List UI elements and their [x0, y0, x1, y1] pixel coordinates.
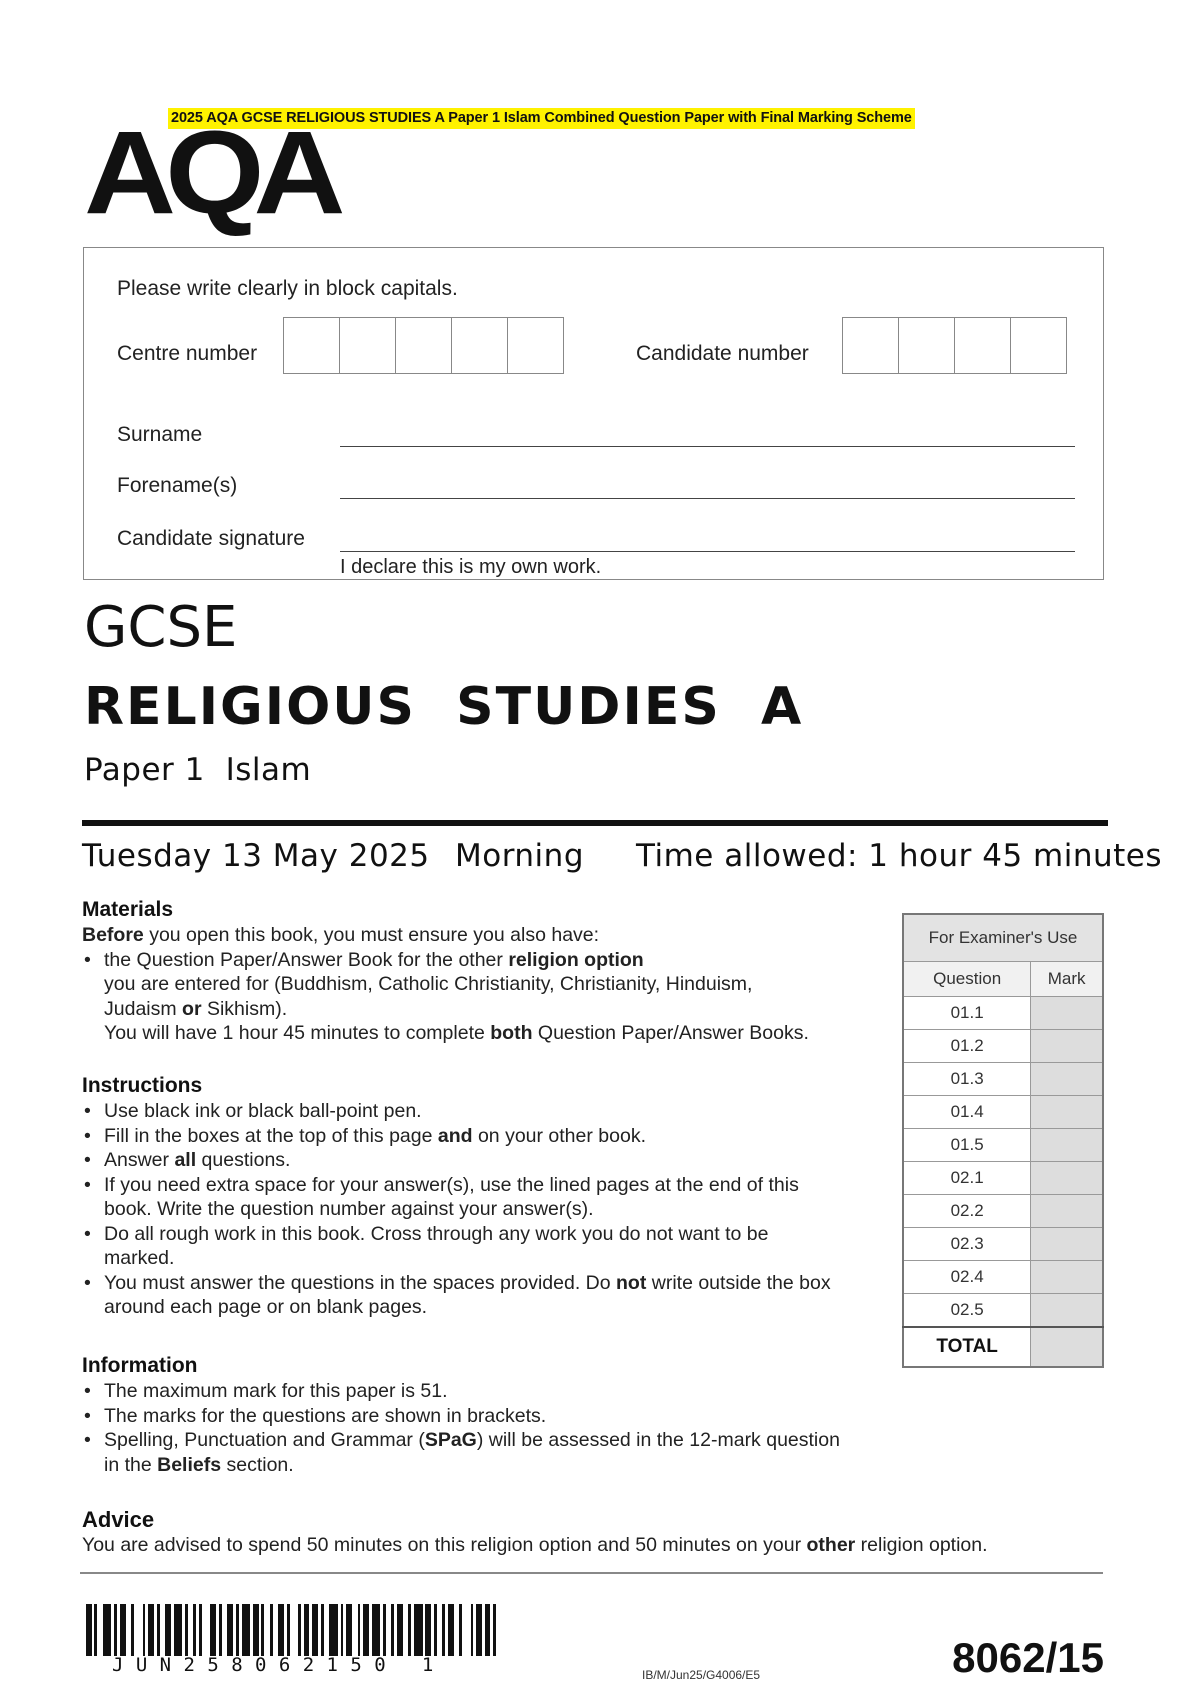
qualification-title: GCSE	[84, 595, 238, 660]
instructions-heading: Instructions	[82, 1074, 203, 1097]
text-run: ) will be assessed in the 12-mark question in the	[104, 1429, 840, 1476]
barcode-bar	[372, 1604, 380, 1656]
question-number: 01.1	[903, 997, 1031, 1030]
text-run: Spelling, Punctuation and Grammar (	[104, 1429, 425, 1451]
text-run: You are advised to spend 50 minutes on this religion option and 50 minutes on your	[82, 1534, 807, 1556]
declaration-text: I declare this is my own work.	[340, 556, 602, 578]
text-run: Fill in the boxes at the top of this page	[104, 1124, 438, 1147]
materials-intro	[82, 923, 892, 948]
barcode-bar	[414, 1604, 422, 1656]
examiners-use-table	[902, 913, 1104, 1368]
text-run: you open this book, you must ensure you also have:	[143, 924, 600, 946]
text-run: section.	[221, 1453, 294, 1476]
subject-title: RELIGIOUS STUDIES A	[84, 677, 804, 737]
information-heading: Information	[82, 1354, 198, 1377]
bold-word: SPaG	[424, 1429, 477, 1451]
table-row	[903, 1294, 1103, 1328]
bold-word: Before	[82, 924, 144, 946]
forenames-label: Forename(s)	[117, 474, 238, 497]
mark-column-header: Mark	[1031, 962, 1103, 997]
mark-cell	[1031, 1030, 1103, 1063]
question-number: 01.4	[903, 1096, 1031, 1129]
surname-field[interactable]	[340, 446, 1075, 447]
bold-word: or	[182, 997, 202, 1020]
text-run: Judaism	[104, 997, 183, 1020]
mark-cell	[1031, 1261, 1103, 1294]
list-item: • Use black ink or black ball-point pen.	[82, 1099, 842, 1124]
information-list	[82, 1379, 842, 1477]
list-item	[82, 1124, 842, 1149]
total-label: TOTAL	[903, 1327, 1031, 1367]
signature-field[interactable]	[340, 551, 1075, 552]
question-number: 02.3	[903, 1228, 1031, 1261]
text-run: on your other book.	[472, 1124, 646, 1147]
list-item: • The marks for the questions are shown in brackets.	[82, 1404, 842, 1429]
mark-cell	[1031, 1294, 1103, 1328]
digit-box[interactable]	[842, 317, 899, 374]
advice-text	[82, 1533, 1112, 1558]
bold-word: not	[616, 1271, 647, 1294]
question-number: 01.2	[903, 1030, 1031, 1063]
digit-box[interactable]	[507, 317, 564, 374]
text-run: Question Paper/Answer Books.	[532, 1022, 809, 1044]
barcode-text: JUN258062150 1	[112, 1654, 446, 1676]
table-row	[903, 1228, 1103, 1261]
bold-word: both	[490, 1022, 533, 1044]
mark-cell	[1031, 1096, 1103, 1129]
mark-cell	[1031, 1195, 1103, 1228]
mark-cell	[1031, 1129, 1103, 1162]
footer-divider	[80, 1572, 1103, 1574]
barcode-bar	[174, 1604, 182, 1656]
question-number: 02.2	[903, 1195, 1031, 1228]
bold-word: all	[174, 1149, 197, 1171]
materials-list	[82, 948, 892, 1022]
text-run: You must answer the questions in the spaces provided. Do	[104, 1271, 616, 1294]
table-row	[903, 997, 1103, 1030]
total-mark-cell	[1031, 1327, 1103, 1367]
text-run: religion option.	[855, 1534, 988, 1556]
table-row	[903, 1129, 1103, 1162]
bold-word: other	[806, 1534, 856, 1556]
list-item	[82, 1271, 842, 1320]
question-number: 01.5	[903, 1129, 1031, 1162]
barcode-bar	[329, 1604, 337, 1656]
centre-number-label: Centre number	[117, 342, 258, 365]
list-item: • The maximum mark for this paper is 51.	[82, 1379, 842, 1404]
list-item	[82, 1148, 842, 1173]
paper-code: 8062/15	[952, 1634, 1104, 1681]
forenames-field[interactable]	[340, 498, 1075, 499]
text-run: write outside the box around each page or on blank pages.	[104, 1271, 831, 1318]
list-item	[82, 1428, 842, 1477]
instructions-list	[82, 1099, 842, 1320]
digit-box[interactable]	[395, 317, 452, 374]
barcode-bar	[242, 1604, 250, 1656]
table-row	[903, 1063, 1103, 1096]
exam-date: Tuesday 13 May 2025	[82, 838, 430, 874]
barcode-bar	[496, 1604, 502, 1656]
candidate-number-label: Candidate number	[636, 342, 809, 365]
list-item: • If you need extra space for your answer(s), use the lined pages at the end of this book. Write the question number against your answer(s).	[82, 1173, 842, 1222]
signature-label: Candidate signature	[117, 527, 305, 550]
examiners-use-title: For Examiner's Use	[903, 914, 1103, 962]
reference-code: IB/M/Jun25/G4006/E5	[642, 1668, 761, 1682]
advice-heading: Advice	[82, 1507, 155, 1532]
digit-box[interactable]	[451, 317, 508, 374]
mark-cell	[1031, 1063, 1103, 1096]
question-number: 01.3	[903, 1063, 1031, 1096]
bold-word: and	[437, 1124, 473, 1147]
text-run: You will have 1 hour 45 minutes to complete	[104, 1022, 491, 1044]
table-row	[903, 1030, 1103, 1063]
exam-session: Morning	[455, 838, 584, 874]
instructions-section	[82, 1073, 842, 1320]
digit-box[interactable]	[283, 317, 340, 374]
digit-box[interactable]	[1010, 317, 1067, 374]
table-row	[903, 1261, 1103, 1294]
question-column-header: Question	[903, 962, 1031, 997]
text-run: Sikhism).	[201, 997, 288, 1020]
text-run: the Question Paper/Answer Book for the other	[104, 948, 509, 971]
barcode-bar	[462, 1604, 470, 1656]
block-capitals-instruction: Please write clearly in block capitals.	[117, 277, 458, 300]
bold-word: Beliefs	[157, 1453, 222, 1476]
barcode-bar	[290, 1604, 298, 1656]
list-item	[82, 948, 892, 1022]
materials-heading: Materials	[82, 898, 174, 921]
bold-word: religion option	[508, 948, 644, 971]
table-row	[903, 1096, 1103, 1129]
list-item: • Do all rough work in this book. Cross through any work you do not want to be marked.	[82, 1222, 842, 1271]
question-number: 02.5	[903, 1294, 1031, 1328]
digit-box[interactable]	[954, 317, 1011, 374]
advice-section	[82, 1507, 1112, 1558]
total-row	[903, 1327, 1103, 1367]
document-title-banner: 2025 AQA GCSE RELIGIOUS STUDIES A Paper 1 Islam Combined Question Paper with Final Marking Scheme	[168, 108, 915, 129]
barcode-bar	[202, 1604, 210, 1656]
question-number: 02.4	[903, 1261, 1031, 1294]
table-row	[903, 1162, 1103, 1195]
barcode	[86, 1604, 502, 1656]
mark-cell	[1031, 997, 1103, 1030]
text-run: Answer	[104, 1149, 175, 1171]
aqa-logo: AQA	[84, 107, 335, 239]
barcode-bar	[103, 1604, 111, 1656]
text-run: questions.	[196, 1149, 291, 1171]
time-note	[82, 1021, 892, 1046]
surname-label: Surname	[117, 423, 203, 446]
mark-cell	[1031, 1162, 1103, 1195]
time-allowed: Time allowed: 1 hour 45 minutes	[636, 838, 1163, 874]
table-row	[903, 1195, 1103, 1228]
digit-box[interactable]	[898, 317, 955, 374]
question-number: 02.1	[903, 1162, 1031, 1195]
materials-section	[82, 897, 892, 1046]
barcode-bar	[134, 1604, 142, 1656]
information-section	[82, 1353, 842, 1477]
paper-name: Paper 1 Islam	[84, 752, 312, 788]
mark-cell	[1031, 1228, 1103, 1261]
digit-box[interactable]	[339, 317, 396, 374]
centre-number-boxes[interactable]	[284, 317, 564, 374]
title-divider	[82, 820, 1108, 826]
text-run: you are entered for (Buddhism, Catholic Christianity, Christianity, Hinduism,	[104, 973, 753, 995]
candidate-number-boxes[interactable]	[843, 317, 1067, 374]
